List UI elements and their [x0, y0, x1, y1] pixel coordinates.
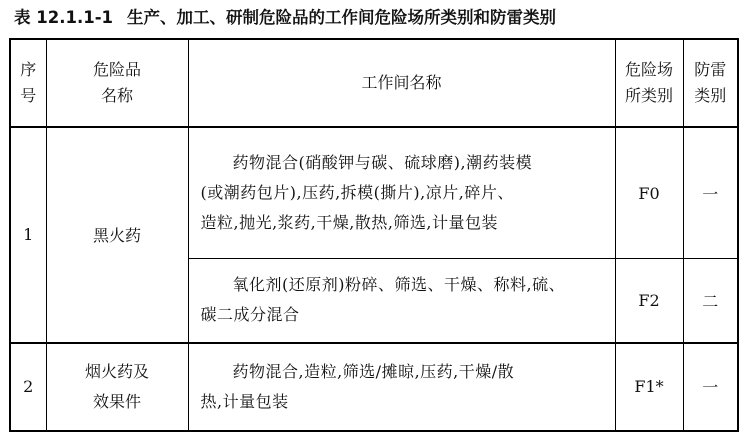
row1-seq: 1 [10, 127, 46, 342]
row1-item2-desc [188, 258, 615, 342]
row1-product: 黑火药 [46, 127, 188, 342]
header-lightning-line1: 防雷 [694, 60, 727, 80]
header-hazard-line1: 危险场 [624, 60, 673, 80]
row1-item2-desc-line1: 氧化剂(还原剂)粉碎、筛选、干燥、称料,硫、 [232, 275, 566, 295]
table-title: 生产、加工、研制危险品的工作间危险场所类别和防雷类别 [127, 8, 557, 27]
header-hazard [615, 39, 683, 127]
row2-item1-hazard: F1* [615, 343, 683, 431]
header-seq-line1: 序 [20, 60, 37, 80]
header-row [10, 39, 738, 127]
table-row [10, 127, 738, 258]
row2-product-line1: 烟火药及 [84, 361, 149, 381]
row1-item2-lightning: 二 [683, 258, 738, 342]
row1-item1-desc [188, 127, 615, 258]
table-caption [14, 6, 556, 30]
row1-item1-desc-line3: 造粒,抛光,浆药,干燥,散热,筛选,计量包装 [200, 213, 499, 233]
row1-item2-desc-line2: 碳二成分混合 [200, 305, 300, 325]
header-lightning-line2: 类别 [694, 86, 727, 106]
row2-item1-desc-line1: 药物混合,造粒,筛选/摊晾,压药,干燥/散 [232, 361, 515, 381]
table-row [10, 343, 738, 431]
header-hazard-line2: 所类别 [624, 86, 673, 106]
row2-item1-desc [188, 343, 615, 431]
row2-seq: 2 [10, 343, 46, 431]
table-number: 表 12.1.1-1 [14, 8, 114, 27]
header-product-line1: 危险品 [92, 60, 141, 80]
row2-product-line2: 效果件 [92, 391, 141, 411]
header-product [46, 39, 188, 127]
header-room: 工作间名称 [188, 39, 615, 127]
header-seq-line2: 号 [20, 86, 37, 106]
row1-item1-desc-line2: (或潮药包片),压药,拆模(撕片),凉片,碎片、 [200, 183, 514, 203]
row1-item1-lightning: 一 [683, 127, 738, 258]
hazard-classification-table [9, 38, 739, 432]
row1-item1-desc-line1: 药物混合(硝酸钾与碳、硫球磨),潮药装模 [232, 153, 533, 173]
row1-item1-hazard: F0 [615, 127, 683, 258]
header-lightning [683, 39, 738, 127]
header-product-line2: 名称 [100, 86, 133, 106]
row2-product [46, 343, 188, 431]
row2-item1-desc-line2: 热,计量包装 [200, 391, 289, 411]
header-seq [10, 39, 46, 127]
row2-item1-lightning: 一 [683, 343, 738, 431]
row1-item2-hazard: F2 [615, 258, 683, 342]
